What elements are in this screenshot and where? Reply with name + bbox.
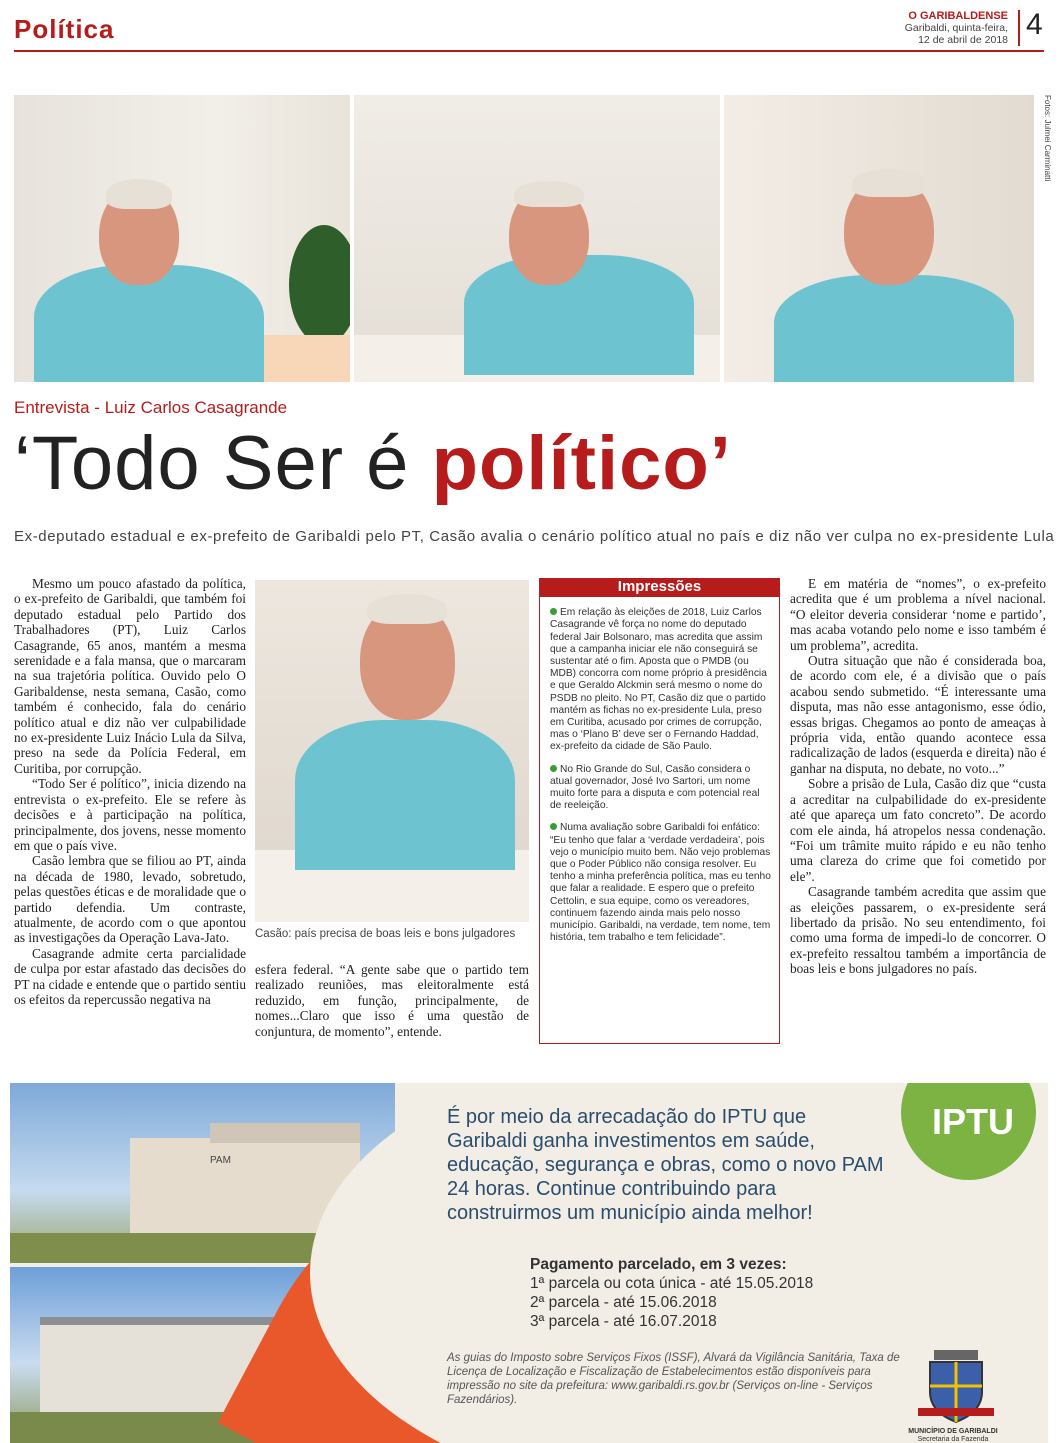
masthead	[905, 10, 1008, 46]
photo-interview-3	[724, 95, 1034, 382]
seal-caption	[898, 1428, 1008, 1443]
page-number-separator	[1018, 10, 1020, 46]
seal-subtitle: Secretaria da Fazenda	[917, 1436, 989, 1443]
location-date-line1: Garibaldi, quinta-feira,	[904, 22, 1008, 34]
photo-interview-2	[354, 95, 720, 382]
section-title: Política	[14, 14, 115, 44]
photo-credit: Fotos: Julmei Carminatti	[1043, 95, 1052, 182]
bullet-icon	[550, 608, 557, 615]
section-divider	[14, 50, 1044, 52]
article-column-4	[790, 576, 1046, 977]
article-kicker: Entrevista - Luiz Carlos Casagrande	[14, 398, 288, 417]
photo-interview-1	[14, 95, 350, 382]
installment: 2ª parcela - até 15.06.2018	[530, 1294, 717, 1311]
col4-paragraph: Casagrande também acredita que assim que as eleições passarem, o ex-presidente será libertado da prisão. No seu entendimento, foi como uma forma de impedi-lo de concorrer. O ex-prefeito ressaltou também a importância de boas leis e bons julgadores no país.	[790, 884, 1046, 977]
payment-schedule	[530, 1255, 813, 1331]
iptu-advertisement	[10, 1083, 1048, 1443]
newspaper-name: O GARIBALDENSE	[908, 10, 1008, 22]
col1-paragraph: Casão lembra que se filiou ao PT, ainda na década de 1980, levado, sobretudo, pelas questões éticas e de moralidade que o partido defendia. Um contraste, atualmente, de acordo com o que apontou as investigações da Operação Lava-Jato.	[14, 853, 246, 946]
installment: 1ª parcela ou cota única - até 15.05.2018	[530, 1275, 814, 1292]
photo-casao-portrait	[255, 580, 529, 922]
col1-paragraph: Casagrande admite certa parcialidade de culpa por estar afastado das decisões do PT na cidade e entende que o partido sentiu os efeitos da repercussão negativa na	[14, 945, 246, 1007]
seal-name: MUNICÍPIO DE GARIBALDI	[908, 1428, 998, 1435]
impressoes-item: Numa avaliação sobre Garibaldi foi enfático: “Eu tenho que falar a ‘verdade verdadeira’, pois vejo o município muito bem. Não vejo problemas que o Poder Público não consiga resolver. Eu tenho a minha preferência política, mas eu tenho que falar a realidade. E espero que o prefeito Cettolin, e sua equipe, como os vereadores, continuem fazendo ainda mais pelo nosso município. Garibaldi, na verdade, tem nome, tem história, tem trabalho e tem felicidade”.	[550, 822, 771, 944]
col1-paragraph: “Todo Ser é político”, inicia dizendo na entrevista o ex-prefeito. Ele se refere às decisões e à participação na política, principalmente, dos jovens, nesse momento em que o país vive.	[14, 776, 246, 853]
bullet-icon	[550, 823, 557, 830]
col2-paragraph: esfera federal. “A gente sabe que o partido tem realizado reuniões, mas eleitoralmente está reduzido, em função, principalmente, de nomes...Claro que isso é uma questão de conjuntura, de momento”, entende.	[255, 962, 529, 1039]
headline-part1: ‘Todo Ser é	[14, 421, 432, 506]
col4-paragraph: Outra situação que não é considerada boa, de acordo com ele, é a divisão que o país acabou sendo submetido. “É interessante uma disputa, mas não esse antagonismo, esse ódio, essas brigas. Chegamos ao ponto de ameaças à própria vida, então quando acontece essa radicalização de lados (esquerda e direita) não é ganhar na disputa, no debate, no voto...”	[790, 653, 1046, 776]
article-headline	[14, 420, 732, 507]
article-dek: Ex-deputado estadual e ex-prefeito de Garibaldi pelo PT, Casão avalia o cenário político atual no país e diz não ver culpa no ex-presidente Lula	[14, 528, 1055, 545]
col4-paragraph: Sobre a prisão de Lula, Casão diz que “custa a acreditar na culpabilidade do ex-presidente até que apareça um fato concreto”. De acordo com ele ainda, há atropelos nessa condenação. “Foi um trâmite muito rápido e eu não tenho uma clareza do crime que foi cometido por ele”.	[790, 776, 1046, 884]
garibaldi-coat-of-arms-icon	[916, 1346, 996, 1426]
ad-message: É por meio da arrecadação do IPTU que Garibaldi ganha investimentos em saúde, educação, segurança e obras, como o novo PAM 24 horas. Continue contribuindo para construirmos um município ainda melhor!	[447, 1106, 884, 1224]
bullet-icon	[550, 765, 557, 772]
impressoes-item: No Rio Grande do Sul, Casão considera o atual governador, José Ivo Sartori, um nome muito forte para a disputa e com potencial real de reeleição.	[550, 763, 760, 812]
impressoes-box	[539, 578, 780, 1044]
payment-title: Pagamento parcelado, em 3 vezes:	[530, 1256, 787, 1273]
impressoes-item: Em relação às eleições de 2018, Luiz Carlos Casagrande vê força no nome do deputado federal Jair Bolsonaro, mas acredita que assim que a campanha iniciar ele não conseguirá se sustentar até o fim. Aposta que o PMDB (ou MDB) concorra com nome próprio à presidência e que Geraldo Alckmin será mesmo o nome do PSDB no pleito. No PT, Casão diz que o partido mantém as fichas no ex-presidente Lula, preso em Curitiba, acusado por crimes de corrupção, mas o ‘Plano B’ deve ser o Fernando Haddad, ex-prefeito da cidade de São Paulo.	[550, 607, 767, 753]
headline-highlight: político’	[431, 421, 732, 506]
impressoes-title: Impressões	[540, 579, 779, 597]
article-column-1	[14, 576, 246, 1007]
page-number: 4	[1026, 8, 1043, 41]
building-sign: PAM	[210, 1155, 231, 1166]
col1-paragraph: Mesmo um pouco afastado da política, o ex-prefeito de Garibaldi, que também foi deputado estadual pelo Partido dos Trabalhadores (PT), Luiz Carlos Casagrande, 65 anos, mantém a mesma serenidade e a fala mansa, que o marcaram na sua trajetória política. Ouvido pelo O Garibaldense, nesta semana, Casão, como também é conhecido, fala do cenário político atual e diz não ver culpabilidade no ex-presidente Luiz Inácio Lula da Silva, preso na sede da Polícia Federal, em Curitiba, por corrupção.	[14, 576, 246, 776]
iptu-badge-label: IPTU	[931, 1101, 1014, 1142]
location-date-line2: 12 de abril de 2018	[918, 34, 1008, 46]
photo-caption: Casão: país precisa de boas leis e bons julgadores	[255, 928, 516, 940]
col4-paragraph: E em matéria de “nomes”, o ex-prefeito acredita que é um problema a nível nacional. “O eleitor deveria considerar ‘nome e partido’, mas acaba votando pelo nome e isso também é um problema”, acredita.	[790, 576, 1046, 653]
ad-footer-note: As guias do Imposto sobre Serviços Fixos (ISSF), Alvará da Vigilância Sanitária, Taxa de Licença de Localização e Fiscalização de Estabelecimentos estão disponíveis para impressão no site da prefeitura: www.garibaldi.rs.gov.br (Serviços on-line - Serviços Fazendários).	[447, 1352, 900, 1406]
article-column-2	[255, 962, 529, 1039]
installment: 3ª parcela - até 16.07.2018	[530, 1313, 717, 1330]
